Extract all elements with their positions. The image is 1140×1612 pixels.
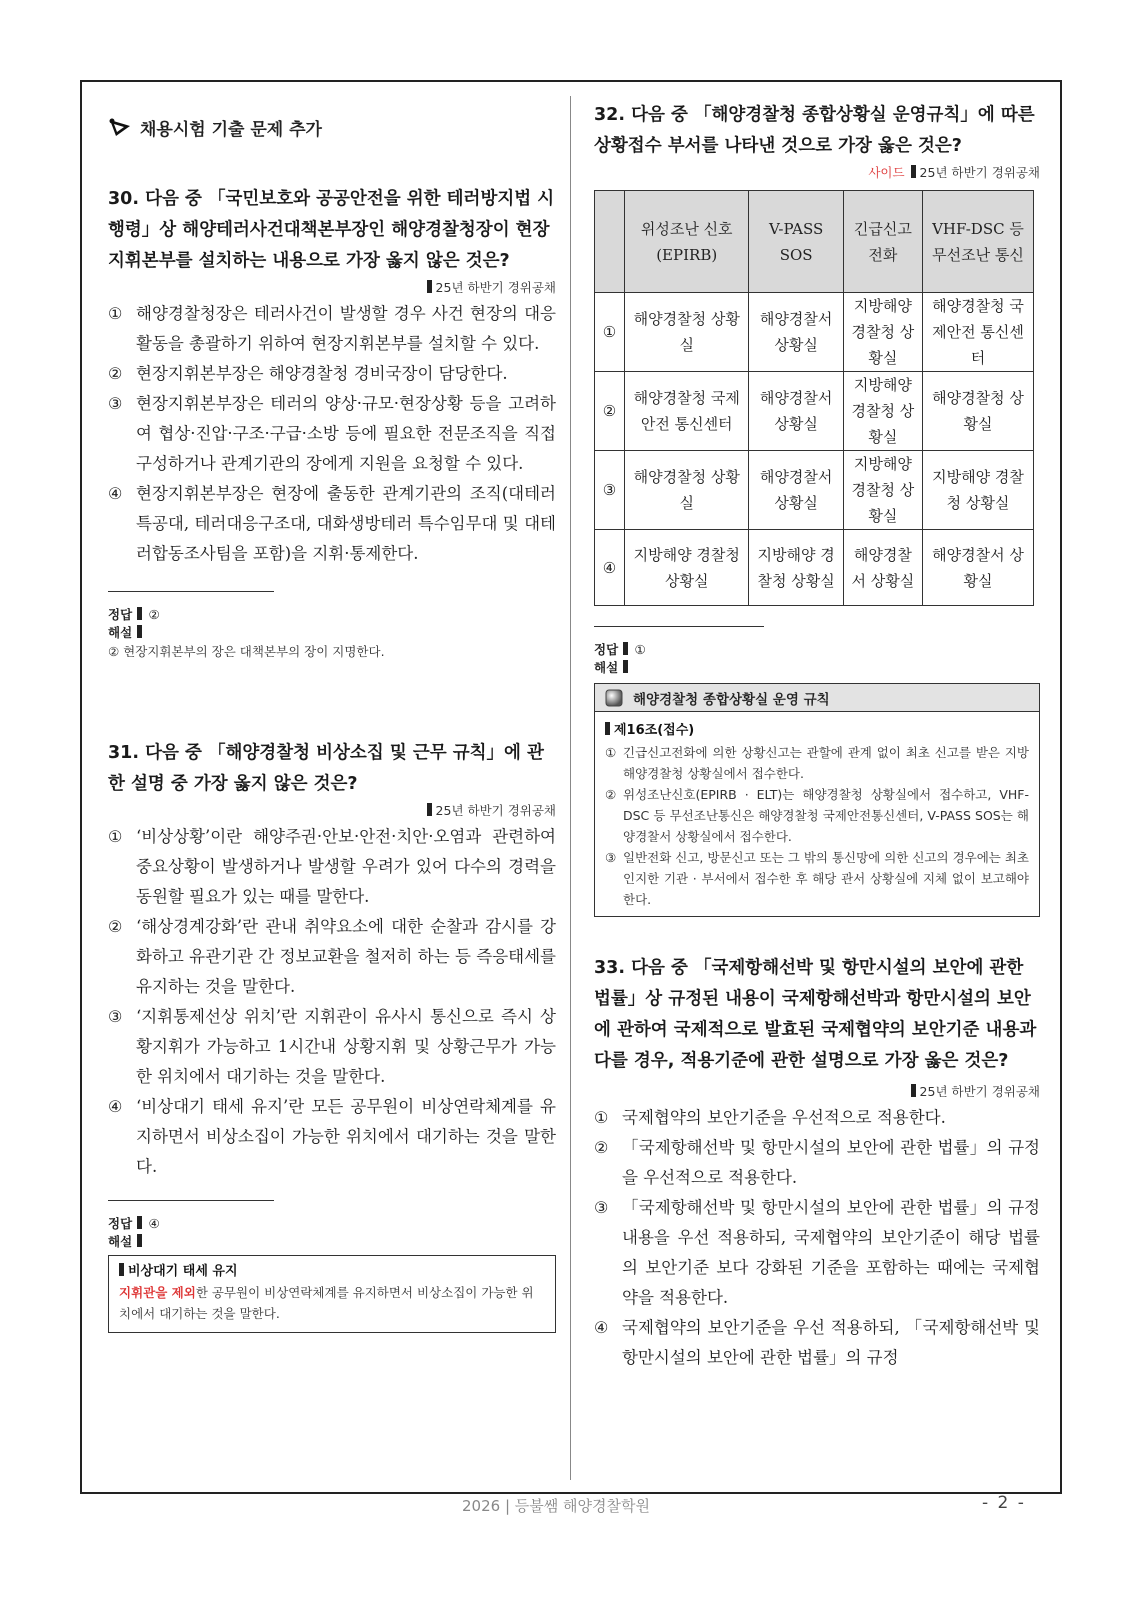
- section-header-label: 채용시험 기출 문제 추가: [140, 119, 322, 140]
- option-item: [594, 1193, 1040, 1313]
- q31-answer: [108, 1215, 556, 1233]
- rule-item-number: ②: [605, 787, 617, 802]
- q32-rule-box: [594, 683, 1040, 917]
- option-text: 「국제항해선박 및 항만시설의 보안에 관한 법률」의 규정을 우선적으로 적용한다.: [622, 1138, 1040, 1187]
- rule-item-text: 긴급신고전화에 의한 상황신고는 관할에 관계 없이 최초 신고를 받은 지방해양경찰청 상황실에서 접수한다.: [623, 745, 1029, 781]
- box-title-text: 비상대기 태세 유지: [128, 1264, 238, 1279]
- rule-item: [605, 784, 1029, 847]
- q30-source-text: 25년 하반기 경위공채: [435, 280, 556, 295]
- left-column: [108, 100, 556, 1333]
- table-cell: 해양경찰청 상황실: [922, 372, 1033, 451]
- rule-item-number: ①: [605, 745, 617, 760]
- rule-box-header: [595, 684, 1039, 712]
- q32-title: 32. 다음 중 「해양경찰청 종합상황실 운영규칙」에 따른 상황접수 부서를 나타낸 것으로 가장 옳은 것은?: [594, 105, 1035, 156]
- box-text: 한 공무원이 비상연락체계를 유지하면서 비상소집이 가능한 위치에서 대기하는 것을 말한다.: [119, 1285, 534, 1321]
- table-cell: 해양경찰청 국제안전 통신센터: [625, 372, 749, 451]
- table-row: [595, 530, 1034, 606]
- q30-title: 30. 다음 중 「국민보호와 공공안전을 위한 테러방지법 시행령」상 해양테러사건대책본부장인 해양경찰청장이 현장지휘본부를 설치하는 내용으로 가장 옳지 않은 것은?: [108, 189, 555, 271]
- option-text: ‘지휘통제선상 위치’란 지휘관이 유사시 통신으로 즉시 상황지휘가 가능하고 1시간내 상황지휘 및 상황근무가 가능한 위치에서 대기하는 것을 말한다.: [136, 1007, 556, 1086]
- article-title: [605, 720, 1029, 742]
- q31-source-text: 25년 하반기 경위공채: [435, 803, 556, 818]
- option-number: ②: [108, 917, 123, 936]
- option-number: ④: [108, 484, 123, 503]
- q31-options: [108, 822, 556, 1182]
- option-number: ④: [108, 1097, 123, 1116]
- rule-item-number: ③: [605, 850, 617, 865]
- explanation-label: 해설: [594, 660, 619, 675]
- page-footer: [0, 1492, 1140, 1520]
- option-item: [108, 359, 556, 389]
- row-number: ②: [595, 372, 625, 451]
- option-text: 현장지휘본부장은 해양경찰청 경비국장이 담당한다.: [136, 364, 508, 383]
- option-text: ‘해상경계강화’란 관내 취약요소에 대한 순찰과 감시를 강화하고 유관기관 간 정보교환을 철저히 하는 등 즉응태세를 유지하는 것을 말한다.: [136, 917, 556, 996]
- table-cell: 지방해양 경찰청 상황실: [843, 293, 922, 372]
- q33-options: [594, 1103, 1040, 1373]
- option-number: ③: [108, 1007, 123, 1026]
- table-row: [595, 451, 1034, 530]
- option-item: [594, 1133, 1040, 1193]
- rule-item: [605, 742, 1029, 784]
- q31-explanation-label: [108, 1233, 556, 1251]
- table-row: [595, 293, 1034, 372]
- option-item: [108, 1002, 556, 1092]
- footer-brand: 2026 | 등불쌤 해양경찰학원: [462, 1497, 650, 1515]
- answer-label: 정답: [594, 642, 619, 657]
- option-item: [594, 1313, 1040, 1373]
- option-number: ②: [594, 1138, 609, 1157]
- row-number: ①: [595, 293, 625, 372]
- q30-source: [108, 277, 556, 299]
- option-number: ④: [594, 1318, 609, 1337]
- answer-separator: [108, 1200, 274, 1201]
- option-number: ①: [594, 1108, 609, 1127]
- rule-item-text: 일반전화 신고, 방문신고 또는 그 밖의 통신망에 의한 신고의 경우에는 최초 인지한 기관 · 부서에서 접수한 후 해당 관서 상황실에 지체 없이 보고해야 한다.: [623, 850, 1029, 907]
- option-text: 국제협약의 보안기준을 우선 적용하되, 「국제항해선박 및 항만시설의 보안에 관한 법률」의 규정: [622, 1318, 1040, 1367]
- table-cell: 해양경찰서 상황실: [922, 530, 1033, 606]
- box-body: [119, 1282, 545, 1324]
- option-text: ‘비상상황’이란 해양주권·안보·안전·치안·오염과 관련하여 중요상황이 발생하거나 발생할 우려가 있어 다수의 경력을 동원할 필요가 있는 때를 말한다.: [136, 827, 556, 906]
- table-cell: 해양경찰서 상황실: [843, 530, 922, 606]
- option-item: [108, 1092, 556, 1182]
- q30-explanation: ② 현장지휘본부의 장은 대책본부의 장이 지명한다.: [108, 644, 385, 659]
- article-title-text: 제16조(접수): [614, 723, 695, 738]
- answer-label: 정답: [108, 1216, 133, 1231]
- option-item: [108, 479, 556, 569]
- answer-value: ①: [634, 642, 646, 657]
- option-text: 현장지휘본부장은 테러의 양상·규모·현장상황 등을 고려하여 협상·진압·구조·구급·소방 등에 필요한 전문조직을 직접 구성하거나 관계기관의 장에게 지원을 요청할 수 있다.: [136, 394, 556, 473]
- option-item: [108, 912, 556, 1002]
- q30-options: [108, 299, 556, 569]
- q33-title: 33. 다음 중 「국제항해선박 및 항만시설의 보안에 관한 법률」상 규정된 내용이 국제항해선박과 항만시설의 보안에 관하여 국제적으로 발효된 국제협약의 보안기준 내용과 다를 경우, 적용기준에 관한 설명으로 가장 옳은 것은?: [594, 958, 1037, 1071]
- table-cell: 해양경찰서 상황실: [749, 293, 843, 372]
- answer-label: 정답: [108, 607, 133, 622]
- table-cell: 해양경찰서 상황실: [749, 451, 843, 530]
- option-number: ③: [594, 1198, 609, 1217]
- q32-source-text: 25년 하반기 경위공채: [919, 165, 1040, 180]
- table-cell: 지방해양 경찰청 상황실: [625, 530, 749, 606]
- page-number: - 2 -: [982, 1493, 1026, 1513]
- option-number: ①: [108, 304, 123, 323]
- column-divider: [570, 96, 571, 1480]
- table-header-blank: [595, 191, 625, 293]
- option-number: ②: [108, 364, 123, 383]
- table-cell: 해양경찰서 상황실: [749, 372, 843, 451]
- explanation-label: 해설: [108, 625, 133, 640]
- table-cell: 해양경찰청 상황실: [625, 451, 749, 530]
- right-column: [594, 100, 1040, 1373]
- section-header: [108, 114, 556, 140]
- option-text: 해양경찰청장은 테러사건이 발생할 경우 사건 현장의 대응 활동을 총괄하기 위하여 현장지휘본부를 설치할 수 있다.: [136, 304, 556, 353]
- option-number: ③: [108, 394, 123, 413]
- rule-box-body: [595, 712, 1039, 916]
- source-tag: 사이드: [868, 165, 905, 180]
- option-text: ‘비상대기 태세 유지’란 모든 공무원이 비상연락체계를 유지하면서 비상소집이 가능한 위치에서 대기하는 것을 말한다.: [136, 1097, 556, 1176]
- option-item: [108, 822, 556, 912]
- answer-value: ②: [148, 607, 160, 622]
- table-row: [595, 372, 1034, 451]
- table-cell: 지방해양 경찰청 상황실: [843, 372, 922, 451]
- q33-source: [594, 1081, 1040, 1103]
- answer-separator: [108, 591, 274, 592]
- q31-title: 31. 다음 중 「해양경찰청 비상소집 및 근무 규칙」에 관한 설명 중 가장 옳지 않은 것은?: [108, 743, 544, 794]
- answer-separator: [594, 626, 764, 627]
- option-text: 국제협약의 보안기준을 우선적으로 적용한다.: [622, 1108, 946, 1127]
- q32-table: [594, 190, 1034, 606]
- sphere-icon: [605, 689, 623, 707]
- box-title: [119, 1262, 545, 1282]
- option-number: ①: [108, 827, 123, 846]
- q30-explanation-label: [108, 624, 556, 642]
- q32-answer: [594, 641, 1040, 659]
- option-text: 현장지휘본부장은 현장에 출동한 관계기관의 조직(대테러특공대, 테러대응구조대, 대화생방테러 특수임무대 및 대테러합동조사팀을 포함)을 지휘·통제한다.: [136, 484, 556, 563]
- option-item: [594, 1103, 1040, 1133]
- table-header: 긴급신고 전화: [843, 191, 922, 293]
- rule-box-title: 해양경찰청 종합상황실 운영 규칙: [633, 691, 830, 708]
- option-item: [108, 389, 556, 479]
- box-highlight: 지휘관을 제외: [119, 1285, 196, 1300]
- pen-icon: [108, 116, 132, 138]
- answer-value: ④: [148, 1216, 160, 1231]
- q32-explanation-label: [594, 659, 1040, 677]
- table-cell: 지방해양 경찰청 상황실: [749, 530, 843, 606]
- table-header: VHF-DSC 등 무선조난 통신: [922, 191, 1033, 293]
- option-item: [108, 299, 556, 359]
- row-number: ③: [595, 451, 625, 530]
- row-number: ④: [595, 530, 625, 606]
- q31-source: [108, 800, 556, 822]
- q31-explanation-box: [108, 1255, 556, 1333]
- table-cell: 해양경찰청 상황실: [625, 293, 749, 372]
- table-cell: 지방해양 경찰청 상황실: [843, 451, 922, 530]
- option-text: 「국제항해선박 및 항만시설의 보안에 관한 법률」의 규정 내용을 우선 적용하되, 국제협약의 보안기준이 해당 법률의 보안기준 보다 강화된 기준을 포함하는 때에는 국제협약을 적용한다.: [622, 1198, 1040, 1307]
- table-cell: 해양경찰청 국제안전 통신센터: [922, 293, 1033, 372]
- explanation-label: 해설: [108, 1234, 133, 1249]
- table-cell: 지방해양 경찰청 상황실: [922, 451, 1033, 530]
- rule-item-text: 위성조난신호(EPIRB · ELT)는 해양경찰청 상황실에서 접수하고, VHF-DSC 등 무선조난통신은 해양경찰청 국제안전통신센터, V-PASS SOS는 해양경찰서 상황실에서 접수한다.: [623, 787, 1029, 844]
- table-header-row: [595, 191, 1034, 293]
- q30-answer: [108, 606, 556, 624]
- table-header: V-PASS SOS: [749, 191, 843, 293]
- table-header: 위성조난 신호 (EPIRB): [625, 191, 749, 293]
- q32-source: [594, 162, 1040, 184]
- q33-source-text: 25년 하반기 경위공채: [919, 1084, 1040, 1099]
- rule-item: [605, 847, 1029, 910]
